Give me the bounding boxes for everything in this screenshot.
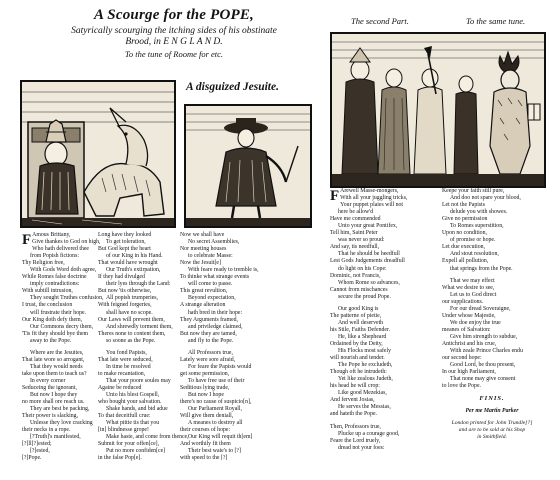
verse-line: For feare the Papists would (188, 363, 252, 370)
woodcut-disguised-jesuit (184, 104, 312, 228)
verse-line: Our Parliament Royall, (188, 406, 242, 413)
verse-line: so soone as the Pope. (106, 337, 156, 344)
verse-line: Have me commended (330, 216, 381, 223)
drop-capital: F (330, 188, 340, 204)
verse-line: Ordained by the Deity, (330, 340, 383, 347)
verse-line: We doe enjoy the true (450, 319, 501, 326)
verse-line: With zeale Prince Charles endu (450, 348, 523, 355)
verse-column-1 (22, 232, 103, 463)
verse-line: who bought your salvation. (98, 399, 162, 406)
verse-line: With Gods Word doth agree, (30, 267, 97, 274)
verse-line: Our Laws will prevent them, (98, 316, 165, 323)
verse-line: our second hope: (442, 355, 482, 362)
verse-line: He serves the Messias, (338, 404, 391, 411)
verse-line: If they had divulged (98, 274, 145, 281)
verse-line: from Popish fictions: (30, 253, 79, 260)
verse-line: Their power is slacking, (22, 413, 79, 420)
verse-line: Plucke up a courage good, (338, 430, 400, 437)
verse-line: Feare the Lord truely, (330, 437, 381, 444)
imprint-line-1: London printed for John Trundle[?] (451, 420, 533, 426)
verse-column-2 (98, 232, 189, 463)
verse-line: Give thankes to God on high, (32, 239, 101, 246)
verse-line: And stout resolution, (450, 251, 499, 258)
printer-imprint (442, 420, 542, 441)
verse-line: their necks in a rope. (22, 427, 71, 434)
verse-line: take upon them to teach us? (22, 370, 87, 377)
verse-line: To have free use of their (188, 377, 245, 384)
verse-line: Arewell Masse-mongers, (340, 188, 399, 194)
verse-line: Where are the Jesuites, (30, 349, 84, 356)
verse-line: Unto your great Pontifex, (338, 223, 398, 230)
woodcut-jesuit-illustration (186, 106, 310, 226)
verse-line: Whom Rome so advances, (338, 279, 400, 286)
verse-line: and hateth the Pope. (330, 411, 378, 418)
verse-line: This great revultion, (180, 288, 228, 295)
verse-line: That we may effect (450, 277, 495, 284)
verse-line: will come to passe. (188, 281, 233, 288)
verse-line: Long have they looked (98, 232, 152, 238)
verse-line: Our King will requit th[em] (188, 434, 253, 441)
verse-line: To get toleration, (106, 239, 146, 246)
woodcut-scene-illustration (332, 34, 544, 186)
verse-line: Like good Mezekias, (338, 390, 387, 397)
verse-column-3 (180, 232, 259, 463)
verse-line: That your poore soules may (106, 377, 171, 384)
verse-line: But now I hope they (30, 392, 78, 399)
verse-line: Let us to God direct (450, 291, 497, 298)
verse-line: With feare ready to tremble is, (188, 267, 259, 274)
verse-line: Put no more confiden[ce] (106, 448, 166, 455)
verse-line: in the false Pop[e]. (98, 455, 142, 462)
verse-line: away to the Pope. (30, 337, 72, 344)
verse-line: to celebrate Masse: (188, 253, 233, 260)
verse-line: All popish trumperies, (106, 295, 159, 302)
verse-line: Though oft he intrudeth: (330, 369, 387, 376)
verse-line: imply contradictions: (30, 281, 80, 288)
verse-line: You fond Papists, (106, 349, 147, 356)
woodcut-pope-with-beast (20, 80, 176, 228)
verse-line: Now the Jesuit[e] (180, 260, 221, 267)
author-credit: Per me Martin Parker (465, 408, 519, 414)
verse-line: A strange alteration (180, 302, 226, 309)
verse-line: What pittie tis that you (106, 420, 160, 427)
woodcut-caption: A disguized Jesuite. (186, 81, 279, 93)
verse-line: our supplications. (442, 298, 484, 305)
ballad-subtitle (40, 26, 308, 48)
verse-line: But now 'tis otherwise, (98, 288, 152, 295)
verse-line: [in] blindnesse grope! (98, 427, 149, 434)
verse-line: his head he will crop: (330, 383, 380, 390)
verse-line: will nourish and tender. (330, 355, 385, 362)
verse-line: The patterne of pietie, (330, 312, 382, 319)
verse-line: [?]Pope. (22, 455, 42, 462)
subtitle-line-1: Satyrically scourging the itching sides of his obstinate (71, 26, 277, 36)
verse-line: He, like a Shepheard (338, 333, 387, 340)
verse-line: Shake hands, and bid adue (106, 406, 168, 413)
verse-line: Cannot from mischances (330, 286, 388, 293)
verse-line: do light on his Cope: (338, 265, 387, 272)
verse-line: Under whose Majestie, (442, 312, 496, 319)
verse-line: of promise or hope. (450, 237, 496, 244)
verse-line: Againe be reduced (98, 384, 142, 391)
verse-line: and priviledge claimed, (188, 323, 243, 330)
verse-line: that springs from the Pope. (450, 265, 513, 272)
verse-line: Our King doth defy them, (22, 316, 83, 323)
woodcut-pope-illustration (22, 82, 174, 226)
verse-line: Now we shall have (180, 232, 225, 238)
verse-line: And shrewdly torment them, (106, 323, 173, 330)
verse-line: Our Truth's extirpation, (106, 267, 161, 274)
verse-line: Lest Gods Judgements dreadfull (330, 258, 405, 265)
verse-line: to love the Pope. (442, 383, 481, 390)
verse-line: Good Lord, be thou present, (450, 362, 516, 369)
verse-line: Thy Religion free, (22, 260, 65, 267)
verse-line: That they would needs (30, 363, 83, 370)
verse-line: Beyond expectation, (188, 295, 236, 302)
verse-line: and fly to the Pope. (188, 337, 234, 344)
verse-line: In every corner (30, 377, 66, 384)
verse-line: Expell all pollution, (442, 258, 489, 265)
verse-line: But now I hope (188, 392, 224, 399)
verse-line: Antichrist and his crue, (442, 340, 497, 347)
verse-line: Let not the Papists (442, 202, 485, 209)
verse-line: Make haste, and come from thence, (106, 434, 189, 441)
verse-line: Who hath delivered thee (32, 246, 89, 253)
verse-line: Seduceing the ignorant, (22, 384, 77, 391)
verse-line: Lately were sore afraid, (180, 356, 236, 363)
verse-line: with speed to the [?] (180, 455, 228, 462)
verse-column-4 (330, 188, 408, 452)
verse-line: With subtill intrusion, (22, 288, 73, 295)
verse-line: [?Truth]'s manifested, (30, 434, 81, 441)
verse-line: secure the proud Pope. (338, 293, 391, 300)
verse-line: Tell him, Saint Peter (330, 230, 378, 237)
verse-line: meanes of Salvation: (442, 326, 491, 333)
verse-line: All Professors true, (188, 349, 233, 356)
verse-line: shall have no scope. (106, 309, 153, 316)
verse-line: here be allow'd (338, 209, 374, 216)
verse-line: will frustrate their hope. (30, 309, 87, 316)
verse-line: To thinke what strange events (180, 274, 250, 281)
verse-line: For our dread Soveraigne, (450, 305, 511, 312)
verse-line: In time be resolved (106, 363, 151, 370)
verse-line: Will give them deniall, (180, 413, 234, 420)
verse-line: Unto his blest Gospell, (106, 392, 160, 399)
verse-line: In our high Parliament, (442, 369, 496, 376)
woodcut-second-part-scene (330, 32, 546, 188)
verse-line: Dominic, not Francis, (330, 272, 381, 279)
verse-line: Unlesse they love cracking (30, 420, 93, 427)
verse-line: Seditious lying trade, (180, 384, 230, 391)
verse-line: To that deceitfull crue: (98, 413, 151, 420)
tune-note: To the tune of Roome for etc. (124, 49, 224, 59)
verse-line: no more shall ore reach us. (22, 399, 85, 406)
verse-line: [?]ll[?]ested; (22, 441, 52, 448)
verse-line: They Arguments framed, (180, 316, 239, 323)
verse-line: Then, Professors true, (330, 423, 381, 430)
verse-line: They sought Truthes confusion, (30, 295, 104, 302)
verse-line: And well deserveth (338, 319, 384, 326)
verse-line: Keepe your faith still pure, (442, 188, 505, 194)
verse-line: No secret Assemblies, (188, 239, 240, 246)
verse-line: That would have wrought (98, 260, 158, 267)
verse-line: And worthily fit them (180, 441, 231, 448)
verse-column-5 (442, 188, 523, 390)
drop-capital: F (22, 232, 32, 248)
verse-line: his Stile, Faiths Defender. (330, 326, 391, 333)
verse-line: But now they are tamed, (180, 330, 237, 337)
subtitle-line-2: Brood, in E N G L A N D. (125, 37, 223, 47)
verse-line: That late wore so arrogant, (22, 356, 85, 363)
verse-line: With all your juggling tricks, (340, 195, 408, 202)
verse-line: Amous Brittany, (32, 232, 71, 238)
verse-line: A meanes to destroy all (188, 420, 243, 427)
verse-line: And doo not spare your blood, (450, 195, 521, 202)
verse-line: hath bred in their hope: (188, 309, 243, 316)
verse-line: That none may give consent (450, 376, 516, 383)
verse-line: His Flocks most safely (338, 348, 391, 355)
verse-line: Nor meeting houses (180, 246, 227, 253)
verse-line: And say, tis needfull, (330, 244, 380, 251)
ballad-title: A Scourge for the POPE, (93, 7, 255, 23)
verse-line: there's no cause of suspicio[n], (180, 399, 252, 406)
verse-line: 'Tis fit they should bye them (22, 330, 89, 337)
verse-line: Theres none to content them, (98, 330, 166, 337)
verse-line: was never so proud: (338, 237, 385, 244)
verse-line: That he should be heedfull (338, 251, 400, 258)
verse-line: But God kept the heart (98, 246, 151, 253)
verse-line: get some permission, (180, 370, 230, 377)
verse-line: their courses of hope: (180, 427, 231, 434)
verse-line: While Romes false doctrine (22, 274, 87, 281)
verse-line: I trust, the conclusion (22, 302, 73, 309)
verse-line: What we desire to see, (442, 284, 495, 291)
verse-line: Our Commons decry them, (30, 323, 94, 330)
verse-line: [?]ested, (30, 448, 50, 455)
verse-line: Upon no condition, (442, 230, 487, 237)
verse-line: Give him strength to subdue, (450, 333, 518, 340)
verse-line: Our good King is (338, 305, 379, 312)
verse-line: The Pope he excludeth, (338, 362, 393, 369)
verse-line: And fervent Josias, (330, 397, 375, 404)
verse-line: Their best waie's to [?] (188, 448, 241, 455)
imprint-line-3: in Smithfield. (477, 434, 507, 440)
finis-mark: FINIS. (479, 395, 505, 402)
verse-line: That late were seduced, (98, 356, 153, 363)
verse-line: of our King in his Hand. (106, 253, 163, 260)
verse-line: Submit for your offen[ce], (98, 441, 160, 448)
verse-line: their lyes through the Land: (106, 281, 171, 288)
verse-line: With feigned forgeries, (98, 302, 152, 309)
verse-line: To Romes superstition, (450, 223, 504, 230)
verse-line: Your puppet plaies will not (340, 202, 404, 209)
verse-line: Give no permission (442, 216, 488, 223)
verse-line: Yet like zealous Judeth, (338, 376, 393, 383)
verse-line: They are best be packing, (30, 406, 90, 413)
verse-line: Let due execution, (442, 244, 485, 251)
second-part-tune: To the same tune. (466, 16, 526, 26)
second-part-title: The second Part. (351, 16, 409, 26)
verse-line: to make recantation, (98, 370, 146, 377)
verse-line: dread not your foes: (338, 444, 385, 451)
imprint-line-2: and are to be sold at his Shop (458, 427, 526, 433)
verse-line: delude you with showes. (450, 209, 508, 216)
